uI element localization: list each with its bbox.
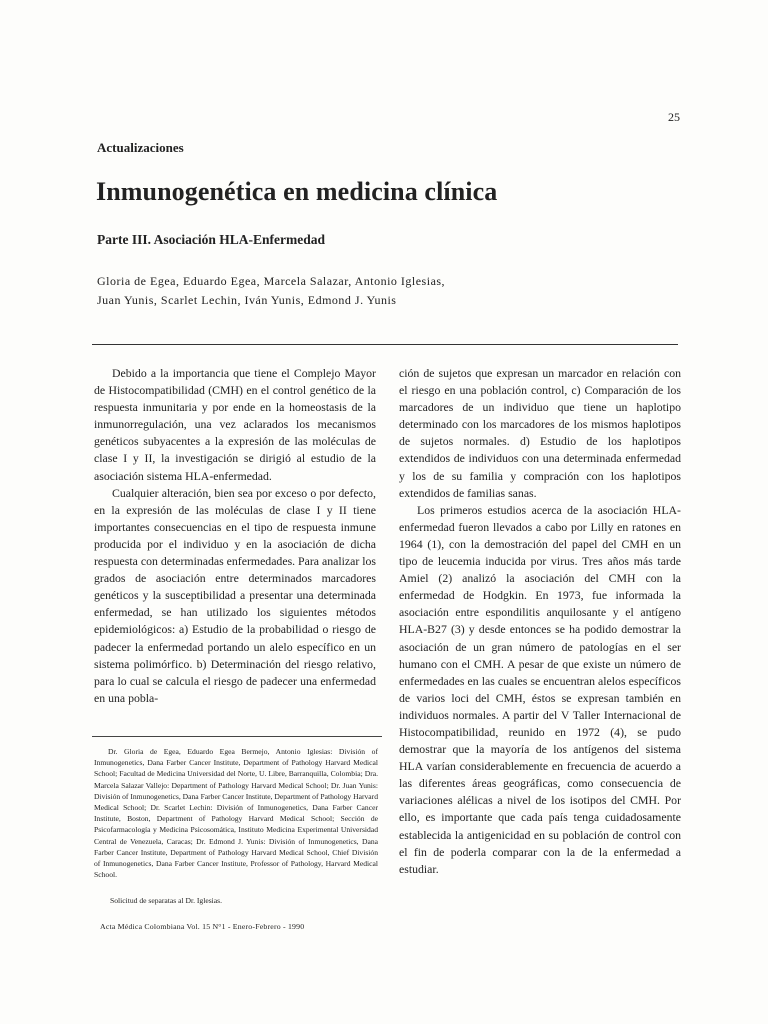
author-list [97, 272, 657, 310]
body-paragraph: ción de sujetos que expresan un marcador en relación con el riesgo en una población control, c) Comparación de los marcadores de un individuo que tiene un haplotipo determinado con los marcadores de los mismos haplotipos de sujetos normales. d) Estudio de los haplotipos extendidos de individuos con una determinada enfermedad y los de su familia y compración con los haplotipos extendidos de familias sanas. [399, 366, 681, 500]
journal-citation: Acta Médica Colombiana Vol. 15 N°1 - Enero-Febrero - 1990 [100, 922, 305, 931]
body-paragraph: Debido a la importancia que tiene el Complejo Mayor de Histocompatibilidad (CMH) en el control genético de la respuesta inmunitaria y por ende en la homeostasis de la inmunorregulación, una vez aclarados los mecanismos genéticos subyacentes a la expresión de las moléculas de clase I y II, la investigación se dirigió al estudio de la asociación sistema HLA-enfermedad. [94, 366, 376, 483]
author-line: Gloria de Egea, Eduardo Egea, Marcela Salazar, Antonio Iglesias, [97, 274, 446, 288]
article-subtitle: Parte III. Asociación HLA-Enfermedad [97, 232, 325, 247]
body-column-right [399, 365, 681, 878]
header-divider [92, 344, 678, 345]
correspondence-note: Solicitud de separatas al Dr. Iglesias. [110, 896, 222, 905]
body-column-left [94, 365, 376, 707]
article-title: Inmunogenética en medicina clínica [96, 177, 498, 206]
author-line: Juan Yunis, Scarlet Lechin, Iván Yunis, Edmond J. Yunis [97, 293, 397, 307]
body-paragraph: Los primeros estudios acerca de la asociación HLA-enfermedad fueron llevados a cabo por Lilly en ratones en 1964 (1), con la demostración del papel del CMH en un tipo de leucemia inducida por virus. Tres años más tarde Amiel (2) analizó la asociación del CMH con la enfermedad de Hodgkin. En 1973, fue informada la asociación entre espondilitis anquilosante y el antígeno HLA-B27 (3) y desde entonces se ha podido demostrar la asociación de un gran número de patologías en el ser humano con el CMH. A pesar de que existe un número de enfermedades en las cuales se encuentran alelos específicos de varios loci del CMH, éstos se expresan también en individuos normales. A partir del V Taller Internacional de Histocompatibilidad, reunido en 1972 (4), se pudo demostrar que la mayoría de los antígenos del sistema HLA varían considerablemente en frecuencia de acuerdo a las diferentes áreas geográficas, como consecuencia de variaciones alélicas a nivel de los isotipos del CMH. Por ello, es importante que cada país tenga cuidadosamente establecida la antigenicidad en su población de control con el fin de poderla comparar con la de la enfermedad a estudiar. [399, 502, 681, 876]
footnote-divider [92, 736, 382, 737]
author-affiliations-footnote: Dr. Gloria de Egea, Eduardo Egea Bermejo, Antonio Iglesias: División of Inmunogenetics, Dana Farber Cancer Institute, Department of Pathology Harvard Medical School; Facultad de Medicina Universidad del Norte, U. Libre, Barranquilla, Colombia; Dra. Marcela Salazar Vallejo: Department of Pathology Harvard Medical School; Dr. Juan Yunis: División of Inmunogenetics, Dana Farber Cancer Institute, Department of Pathology Harvard Medical School; Dr. Scarlet Lechin: División of Inmunogenetics, Dana Farber Cancer Institute, Boston, Department of Pathology Harvard Medical School; Sección de Psicofarmacología y Medicina Psicosomática, Instituto Medicina Experimental Universidad Central de Venezuela, Caracas; Dr. Edmond J. Yunis: División of Inmunogenetics, Dana Farber Cancer Institute, Department of Pathology Harvard Medical School, Chief División of Inmunogenetics, Dana Farber Cancer Institute, Professor of Pathology, Harvard Medical School. [94, 747, 378, 880]
page-number: 25 [668, 110, 680, 124]
body-paragraph: Cualquier alteración, bien sea por exceso o por defecto, en la expresión de las moléculas de clase I y II tiene importantes consecuencias en el tipo de respuesta inmune producida por el individuo y en la asociación de dicha respuesta con determinadas enfermedades. Para analizar los grados de asociación entre determinados marcadores genéticos y la susceptibilidad a presentar una determinada enfermedad, se han utilizado los siguientes métodos epidemiológicos: a) Estudio de la probabilidad o riesgo de padecer la enfermedad portando un alelo específico en un sistema polimórfico. b) Determinación del riesgo relativo, para lo cual se calcula el riesgo de padecer una enfermedad en una pobla- [94, 485, 377, 705]
section-label: Actualizaciones [97, 140, 184, 155]
